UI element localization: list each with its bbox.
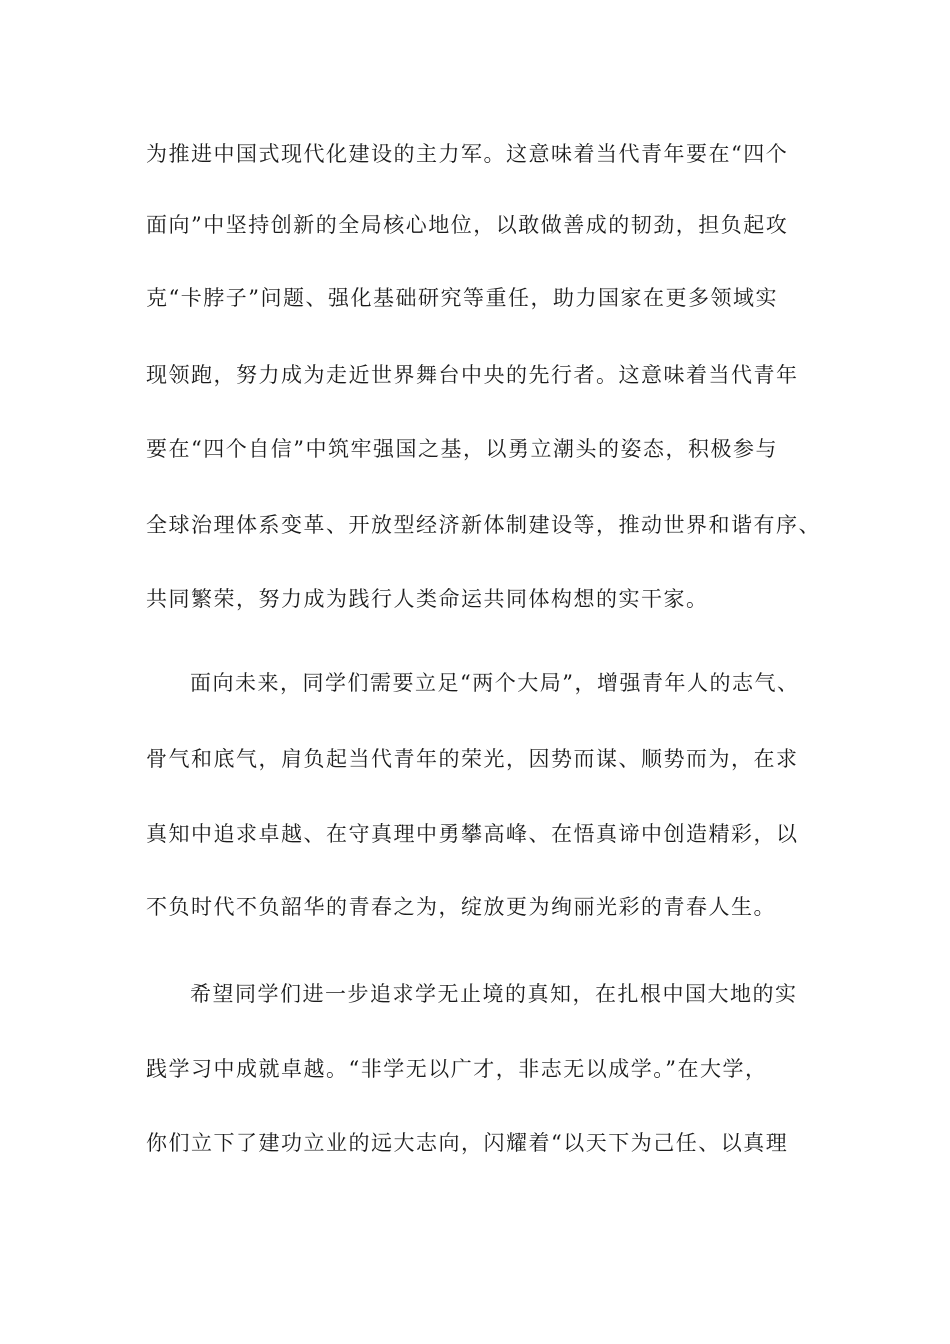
text-line: 不负时代不负韶华的青春之为，绽放更为绚丽光彩的青春人生。	[146, 895, 776, 919]
text-line: 为推进中国式现代化建设的主力军。这意味着当代青年要在“四个	[146, 142, 789, 166]
text-line: 克“卡脖子”问题、强化基础研究等重任，助力国家在更多领域实	[146, 286, 778, 310]
text-line: 要在“四个自信”中筑牢强国之基，以勇立潮头的姿态，积极参与	[146, 437, 778, 461]
text-line: 面向未来，同学们需要立足“两个大局”，增强青年人的志气、	[190, 671, 800, 695]
text-line: 希望同学们进一步追求学无止境的真知，在扎根中国大地的实	[190, 982, 798, 1006]
text-line: 真知中追求卓越、在守真理中勇攀高峰、在悟真谛中创造精彩，以	[146, 822, 799, 846]
text-line: 全球治理体系变革、开放型经济新体制建设等，推动世界和谐有序、	[146, 513, 821, 537]
text-line: 面向”中坚持创新的全局核心地位，以敢做善成的韧劲，担负起攻	[146, 213, 789, 237]
text-line: 骨气和底气，肩负起当代青年的荣光，因势而谋、顺势而为，在求	[146, 747, 799, 771]
text-line: 共同繁荣，努力成为践行人类命运共同体构想的实干家。	[146, 587, 709, 611]
text-line: 你们立下了建功立业的远大志向，闪耀着“以天下为己任、以真理	[146, 1131, 789, 1155]
text-line: 现领跑，努力成为走近世界舞台中央的先行者。这意味着当代青年	[146, 363, 799, 387]
text-line: 践学习中成就卓越。“非学无以广才，非志无以成学。”在大学，	[146, 1057, 768, 1081]
